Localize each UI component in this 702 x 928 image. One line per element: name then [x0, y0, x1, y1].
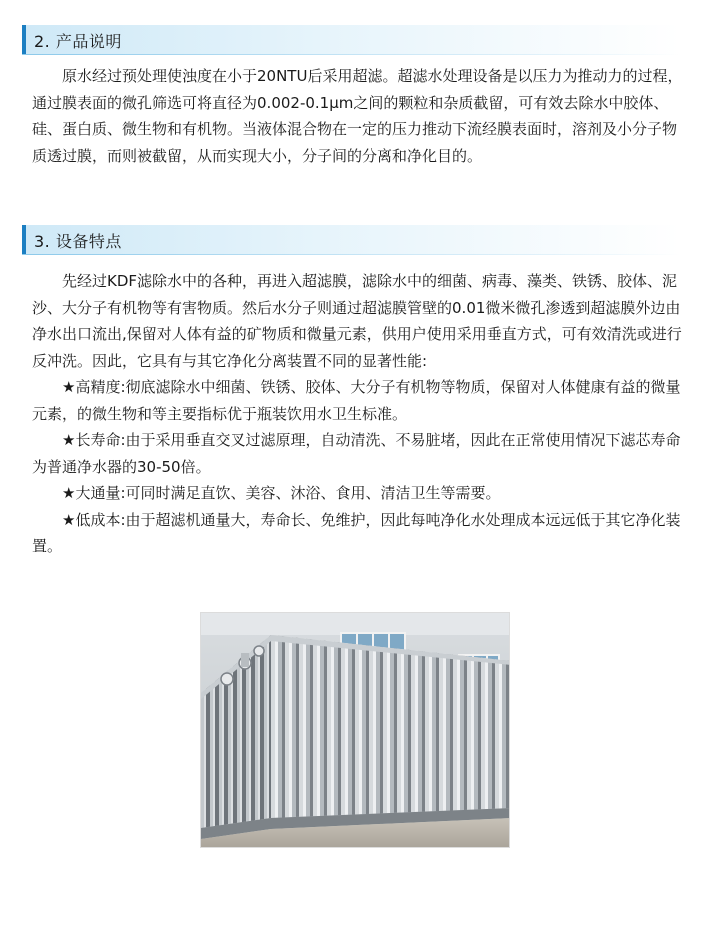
product-photo-stainless-tank: [200, 612, 510, 848]
section-title: 2. 产品说明: [34, 31, 122, 51]
tank-illustration: [201, 613, 510, 848]
feature-item: ★高精度:彻底滤除水中细菌、铁锈、胶体、大分子有机物等物质，保留对人体健康有益的微量元素，的微生物和等主要指标优于瓶装饮用水卫生标准。: [32, 378, 681, 423]
feature-item: ★长寿命:由于采用垂直交叉过滤原理，自动清洗、不易脏堵，因此在正常使用情况下滤芯寿命为普通净水器的30-50倍。: [32, 431, 681, 476]
section-title: 3. 设备特点: [34, 231, 122, 251]
header-rule: [22, 254, 680, 255]
product-description-body: [32, 63, 684, 169]
equipment-features-body: [32, 268, 684, 560]
feature-item: ★大通量:可同时满足直饮、美容、沐浴、食用、清洁卫生等需要。: [62, 484, 501, 502]
section-header-product-description: [22, 25, 680, 55]
product-description-paragraph: 原水经过预处理使浊度在小于20NTU后采用超滤。超滤水处理设备是以压力为推动力的过程，通过膜表面的微孔筛选可将直径为0.002-0.1μm之间的颗粒和杂质截留，可有效去除水中胶体、硅、蛋白质、微生物和有机物。当液体混合物在一定的压力推动下流经膜表面时，溶剂及小分子物质透过膜，而则被截留，从而实现大小，分子间的分离和净化目的。: [32, 67, 683, 165]
features-intro-paragraph: 先经过KDF滤除水中的各种，再进入超滤膜，滤除水中的细菌、病毒、藻类、铁锈、胶体、泥沙、大分子有机物等有害物质。然后水分子则通过超滤膜管壁的0.01微米微孔渗透到超滤膜外边由净水出口流出,保留对人体有益的矿物质和微量元素，供用户使用采用垂直方式，可有效清洗或进行反冲洗。因此，它具有与其它净化分离装置不同的显著性能:: [32, 272, 682, 370]
section-header-equipment-features: [22, 225, 680, 255]
header-rule: [22, 54, 680, 55]
feature-item: ★低成本:由于超滤机通量大，寿命长、免维护，因此每吨净化水处理成本远远低于其它净化装置。: [32, 510, 681, 555]
